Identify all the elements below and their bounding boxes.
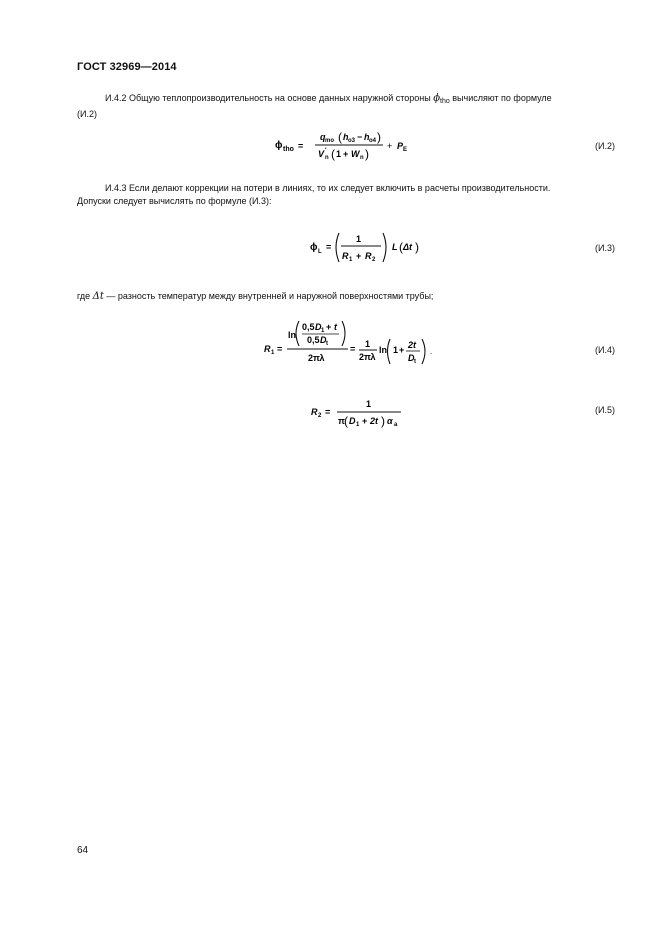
denominator-d-subscript: 1: [356, 422, 360, 428]
equation-lhs-subscript: tho: [283, 146, 294, 153]
factor-l: L: [392, 242, 398, 252]
equals-sign: =: [326, 242, 332, 252]
denominator-r2-subscript: 2: [372, 257, 376, 263]
inner-den-d-subscript: t: [326, 341, 328, 347]
equation-lhs: ϕ: [310, 242, 318, 253]
numerator-h1-subscript: o3: [348, 138, 356, 144]
equation-i-3: [302, 229, 432, 267]
numerator-q: q: [320, 132, 326, 142]
plus-sign: +: [387, 141, 393, 151]
one: 1: [393, 345, 399, 355]
symbol-subscript: tho: [440, 98, 450, 105]
dt: D: [408, 353, 415, 363]
paragraph-i-4-2: [77, 92, 615, 121]
equation-number: (И.4): [595, 345, 615, 355]
equation-lhs: R: [311, 407, 318, 417]
dt-subscript: t: [414, 359, 416, 365]
numerator-q-subscript: mo: [325, 138, 334, 144]
right-paren: ): [377, 130, 381, 144]
equation-lhs: R: [264, 344, 271, 354]
rhs-denominator: 2πλ: [359, 352, 376, 362]
paragraph-text: И.4.2 Общую теплопроизводительность на основе данных наружной стороны: [105, 93, 434, 103]
inner-num-coef: 0,5: [302, 322, 315, 332]
equals-sign: =: [298, 141, 304, 151]
denominator-w-subscript: n: [360, 155, 364, 161]
page-number: 64: [77, 845, 89, 856]
denominator-r1-subscript: 1: [349, 257, 353, 263]
equation-number: (И.5): [595, 405, 615, 415]
numerator-one: 1: [366, 399, 372, 409]
inner-t: t: [334, 322, 337, 332]
equation-lhs-subscript: 2: [318, 413, 322, 419]
denominator-r1: R: [342, 251, 349, 261]
equation-i-5: [307, 395, 417, 431]
equation-i-4: [262, 319, 442, 367]
left-paren: (: [399, 240, 403, 254]
denominator-w: W: [351, 149, 360, 159]
right-big-paren: [383, 233, 386, 262]
period: .: [430, 347, 433, 356]
equals-sign: =: [350, 344, 356, 354]
right-big-paren: [342, 321, 345, 346]
paragraph-text: И.4.3 Если делают коррекции на потери в линиях, то их следует включить в расчеты производительности.: [105, 183, 551, 193]
right-paren: ): [415, 240, 419, 254]
numerator-one: 1: [356, 234, 362, 244]
inner-den-d: D: [320, 335, 327, 345]
right-paren: ): [381, 414, 385, 428]
inner-d-subscript: 1: [321, 328, 325, 334]
plus-sign: +: [326, 322, 332, 332]
paragraph-text: — разность температур между внутренней и наружной поверхностями трубы;: [103, 291, 434, 301]
paragraph-text: Допуски следует вычислять по формуле (И.3):: [77, 196, 272, 206]
formula-reference: (И.2): [77, 109, 97, 119]
symbol-delta-t: Δt: [92, 291, 104, 302]
denominator-v-subscript: n: [325, 155, 329, 161]
denominator-d: D: [349, 416, 356, 426]
denominator-2pi-lambda: 2πλ: [308, 353, 325, 363]
equals-sign: =: [325, 407, 331, 417]
two-t: 2t: [408, 340, 417, 350]
right-big-paren: [422, 339, 425, 364]
plus-sign: +: [356, 251, 362, 261]
plus-sign: +: [362, 416, 368, 426]
plus-sign: +: [399, 345, 405, 355]
equation-lhs-subscript: L: [318, 249, 322, 255]
plus-sign: +: [343, 149, 349, 159]
symbol-phi: ϕ: [433, 93, 441, 104]
denominator-v: V: [318, 149, 325, 159]
paragraph-prefix: где: [77, 291, 93, 301]
ln-text: ln: [288, 330, 296, 340]
numerator-h1: h: [343, 132, 349, 142]
inner-den-coef: 0,5: [307, 335, 320, 345]
left-paren: (: [338, 130, 342, 144]
equation-lhs: ϕ: [275, 140, 283, 151]
paragraph-text-after: вычисляют по формуле: [449, 93, 552, 103]
paragraph-where-delta-t: [77, 290, 615, 303]
tail-p: P: [397, 141, 404, 151]
left-big-paren: [388, 339, 391, 364]
two-t: 2t: [370, 416, 379, 426]
left-paren: (: [344, 414, 348, 428]
ln-text: ln: [379, 345, 387, 355]
minus-sign: −: [357, 132, 363, 142]
equals-sign: =: [277, 344, 283, 354]
equation-lhs-subscript: 1: [271, 350, 275, 356]
rhs-numerator: 1: [365, 339, 371, 349]
equation-i-2: [270, 128, 420, 166]
left-paren: (: [331, 147, 335, 161]
alpha: α: [387, 416, 393, 426]
alpha-subscript: a: [394, 422, 398, 428]
denominator-r2: R: [365, 251, 372, 261]
paragraph-i-4-3: [77, 182, 615, 208]
equation-number: (И.3): [595, 243, 615, 253]
pi: π: [338, 416, 345, 426]
left-big-paren: [336, 233, 339, 262]
document-header: ГОСТ 32969—2014: [77, 61, 177, 73]
right-paren: ): [365, 147, 369, 161]
numerator-h2: h: [364, 132, 370, 142]
tail-p-subscript: E: [403, 147, 408, 153]
denominator-one: 1: [336, 149, 342, 159]
equation-number: (И.2): [595, 141, 615, 151]
inner-d: D: [315, 322, 322, 332]
delta-t: Δt: [403, 242, 413, 252]
denominator-v-superscript: ′: [325, 148, 327, 154]
numerator-h2-subscript: o4: [369, 138, 377, 144]
left-big-paren: [296, 321, 299, 346]
